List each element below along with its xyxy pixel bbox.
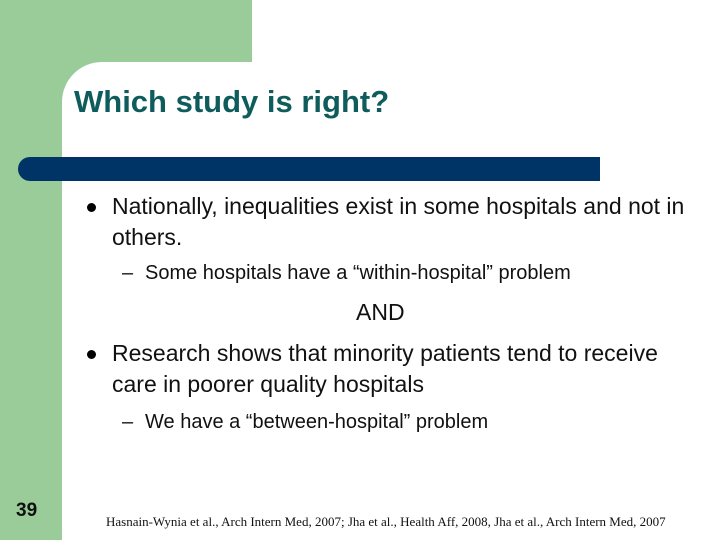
title-divider-bar [18,157,600,181]
sub-bullet-1-dash: – [122,262,134,284]
bullet-1-dot [87,203,96,212]
green-left-strip [0,0,62,540]
bullet-2-dot [87,350,96,359]
and-connector: AND [356,299,405,325]
page-number: 39 [16,500,38,521]
sub-bullet-1-text: Some hospitals have a “within-hospital” problem [145,262,571,284]
sub-bullet-2-dash: – [122,411,134,433]
citation-footer: Hasnain-Wynia et al., Arch Intern Med, 2007; Jha et al., Health Aff, 2008, Jha et al., Arch Intern Med, 2007 [106,514,666,529]
bullet-1-text: Nationally, inequalities exist in some hospitals and not in others. [112,193,685,250]
sub-bullet-2-text: We have a “between-hospital” problem [145,411,489,433]
slide-title: Which study is right? [74,84,390,119]
bullet-2-text: Research shows that minority patients tend to receive care in poorer quality hospitals [112,340,658,397]
